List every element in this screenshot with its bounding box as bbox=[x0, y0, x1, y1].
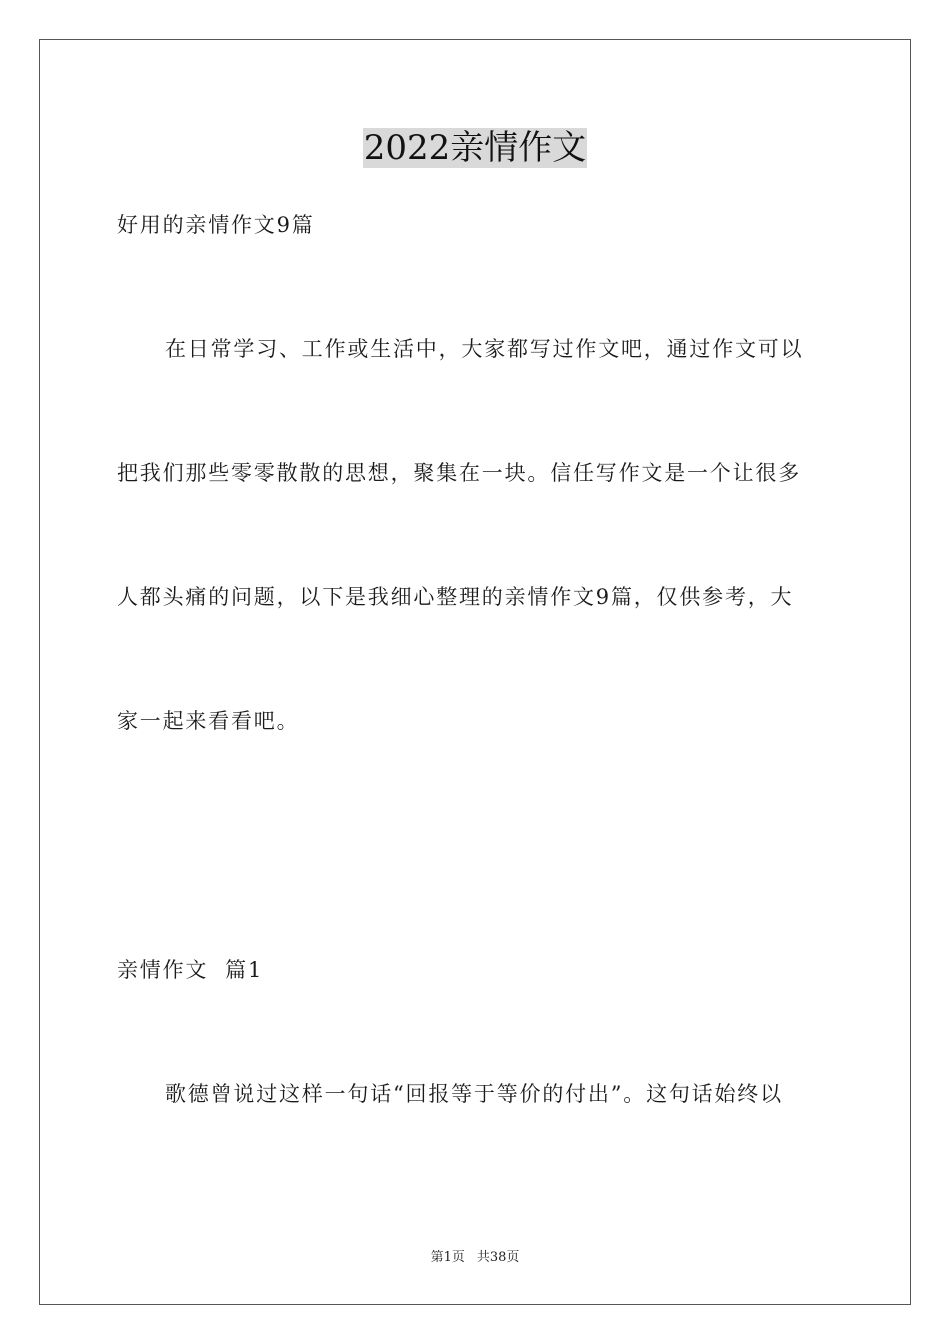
page-footer bbox=[0, 1246, 950, 1265]
intro-line-3: 人都头痛的问题，以下是我细心整理的亲情作文9篇，仅供参考，大 bbox=[117, 585, 794, 609]
intro-line-2: 把我们那些零零散散的思想，聚集在一块。信任写作文是一个让很多 bbox=[117, 461, 801, 485]
section-first-line: 歌德曾说过这样一句话“回报等于等价的付出”。这句话始终以 bbox=[165, 1082, 783, 1106]
page-number: 第1页 bbox=[430, 1250, 465, 1265]
intro-line-1: 在日常学习、工作或生活中，大家都写过作文吧，通过作文可以 bbox=[165, 337, 804, 361]
document-subtitle: 好用的亲情作文9篇 bbox=[117, 213, 315, 237]
title-container bbox=[0, 128, 950, 168]
document-title: 2022亲情作文 bbox=[363, 128, 587, 168]
page-total: 共38页 bbox=[476, 1250, 520, 1265]
section-heading: 亲情作文 篇1 bbox=[117, 958, 264, 982]
intro-line-4: 家一起来看看吧。 bbox=[117, 709, 300, 733]
